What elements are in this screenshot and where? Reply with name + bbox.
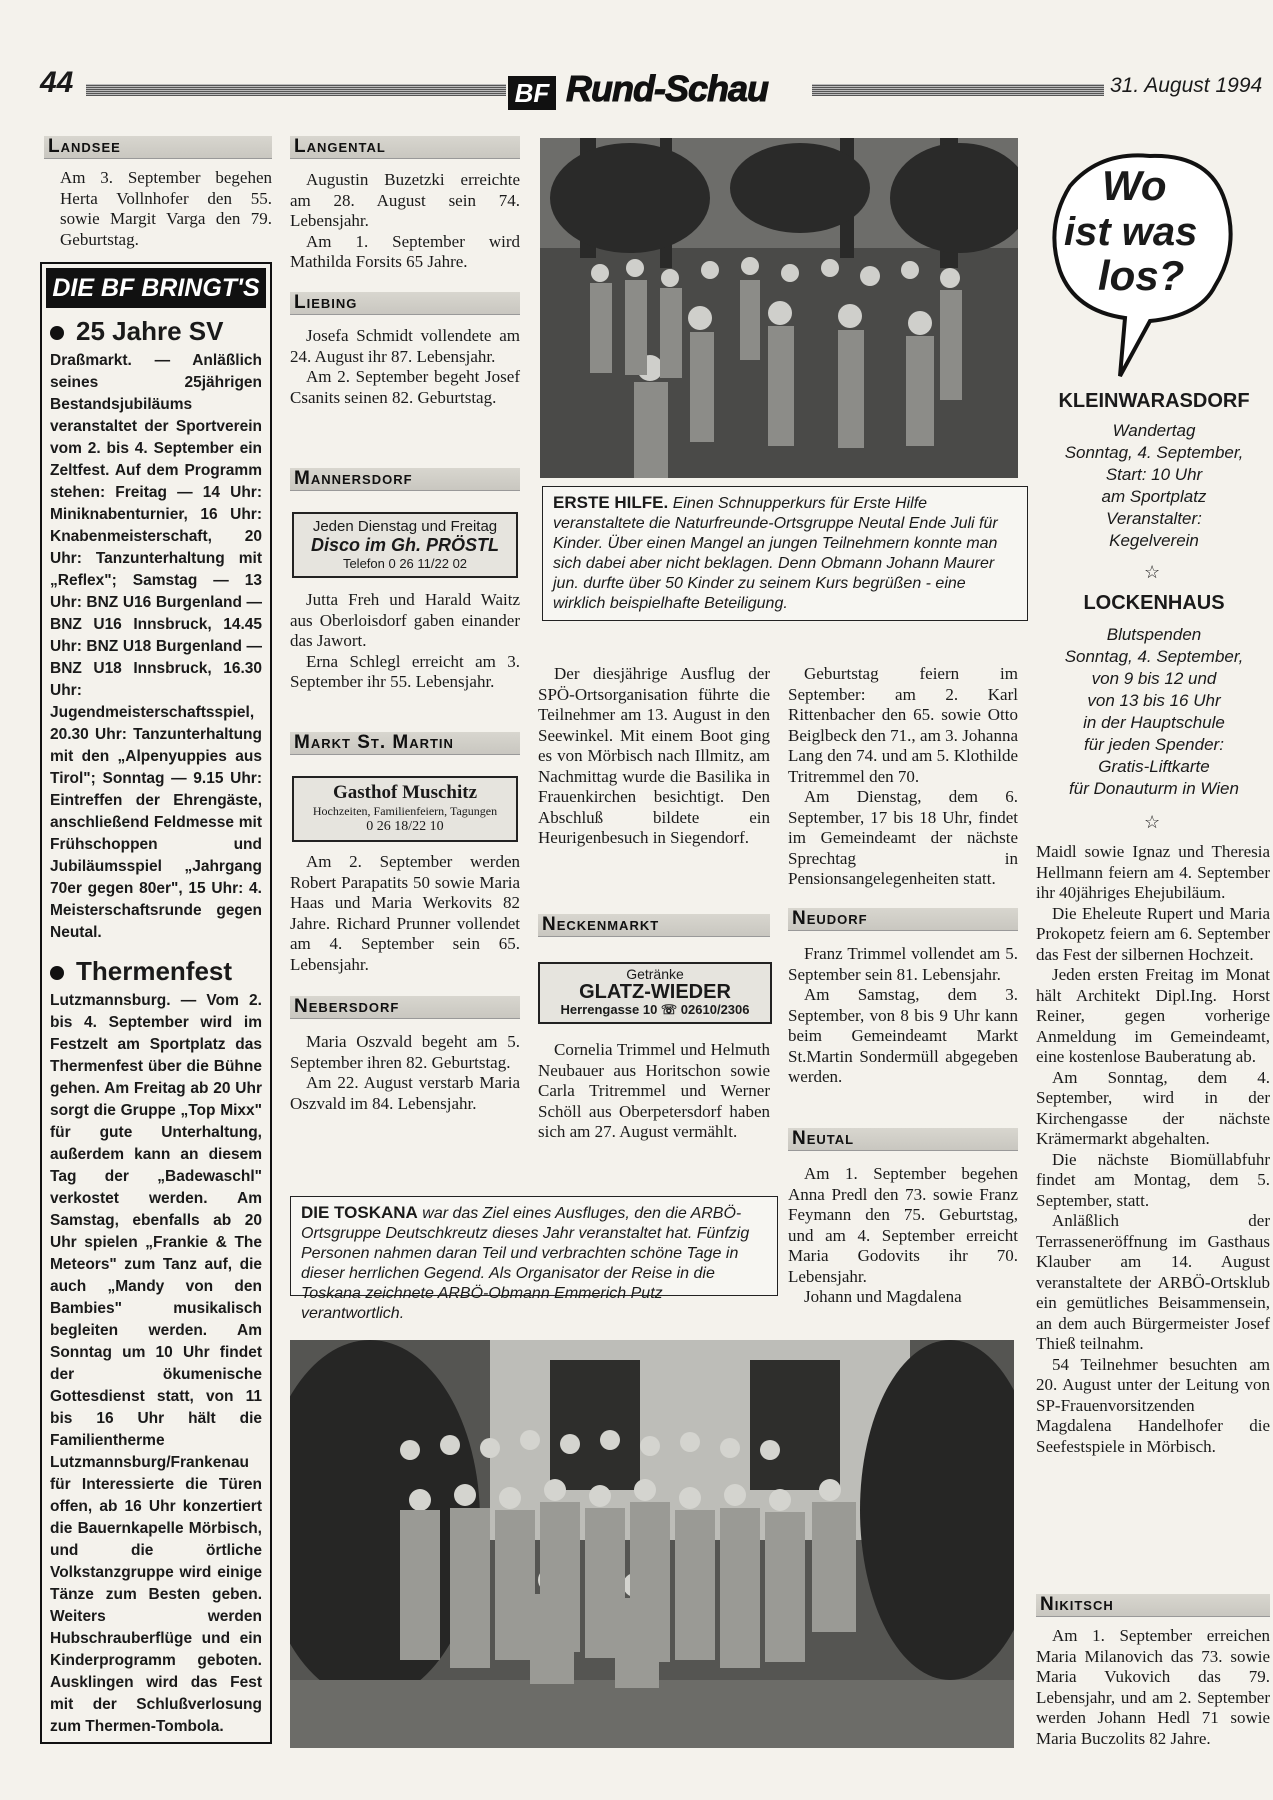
- ad-line: Telefon 0 26 11/22 02: [342, 556, 468, 571]
- page-number: 44: [40, 66, 74, 99]
- liebing-text: Josefa Schmidt vollendete am 24. August ihr 87. Lebensjahr. Am 2. September begeht Josef Csanits seinen 82. Geburtstag.: [290, 326, 520, 407]
- ad-line: Herrengasse 10 ☏ 02610/2306: [560, 1002, 750, 1017]
- bf-logo: BF: [508, 76, 556, 110]
- right-col-text: Maidl sowie Ignaz und Theresia Hellmann feiern am 4. September ihr 40jähriges Ehejubiläum. Die Eheleute Rupert und Maria Prokopetz feiern am 6. September das Fest der silbernen Hochzeit. Jeden ersten Freitag im Monat hält Architekt Dipl.Ing. Horst Reiner, gegen vorherige Anmeldung im Gemeindeamt, eine kostenlose Bauberatung ab. Am Sonntag, dem 4. September, wird in der Kirchengasse der nächste Krämermarkt abgehalten. Die nächste Biomüllabfuhr findet am Montag, dem 5. September, statt. Anläßlich der Terrasseneröffnung im Gasthaus Klauber am 14. August veranstaltete der ARBÖ-Ortsklub ein gemütliches Beisammensein, an dem auch Bürgermeister Josef Thieß teilnahm. 54 Teilnehmer besuchten am 20. August unter der Leitung von SP-Frauenvorsitzenden Magdalena Handelhofer die Seefestspiele in Mörbisch.: [1036, 842, 1270, 1456]
- neudorf-text: Franz Trimmel vollendet am 5. September sein 81. Lebensjahr. Am Samstag, dem 3. September, von 8 bis 9 Uhr kann beim Gemeindeamt Markt St.Martin Sondermüll abgegeben werden.: [788, 944, 1018, 1086]
- masthead-title: Rund-Schau: [566, 68, 768, 109]
- bubble-line: Wo: [1102, 162, 1167, 209]
- heading-landsee: Landsee: [44, 136, 272, 159]
- toskana-group-photo: [290, 1340, 1014, 1748]
- langental-text: Augustin Buzetzki erreichte am 28. August sein 74. Lebensjahr. Am 1. September wird Mathilda Forsits 65 Jahre.: [290, 170, 520, 271]
- ad-line: Jeden Dienstag und Freitag: [312, 518, 498, 535]
- event-line: in der Hauptschule: [1083, 713, 1225, 732]
- heading-neckenmarkt: Neckenmarkt: [538, 914, 770, 937]
- event-line: am Sportplatz: [1101, 487, 1207, 506]
- event-title-lockenhaus: LOCKENHAUS: [1083, 592, 1225, 614]
- heading-nikitsch: Nikitsch: [1036, 1594, 1270, 1617]
- star-icon: ☆: [1144, 562, 1161, 582]
- event-line: Sonntag, 4. September,: [1064, 647, 1244, 666]
- event-line: von 13 bis 16 Uhr: [1087, 691, 1221, 710]
- ad-gasthof-muschitz: [292, 776, 518, 842]
- spoe-ausflug-text: Der diesjährige Ausflug der SPÖ-Ortsorganisation führte die Teilnehmer am 13. August in den Seewinkel. Mit einem Boot ging es von Mörbisch nach Illmitz, am Nachmittag wurde die Basilika in Frauenkirchen besichtigt. Den Abschluß bildete ein Heurigenbesuch in Siegendorf.: [538, 664, 770, 847]
- heading-liebing: Liebing: [290, 292, 520, 315]
- event-line: Blutspenden: [1106, 625, 1202, 644]
- landsee-text: Am 3. September begehen Herta Vollnhofer den 55. sowie Margit Varga den 79. Geburtstag.: [60, 168, 272, 249]
- bubble-line: los?: [1098, 252, 1185, 299]
- event-line: Start: 10 Uhr: [1105, 465, 1203, 484]
- bf-item2-text: Lutzmannsburg. — Vom 2. bis 4. September wird im Festzelt am Sportplatz das Thermenfest über die Bühne gehen. Am Freitag ab 20 Uhr sorgt die Gruppe „Top Mixx" für gute Unterhaltung, außerdem kann an diesem Tag der „Badewaschl" verkostet werden. Am Samstag, ebenfalls ab 20 Uhr spielen „Frankie & The Meteors" zum Tanz auf, die auch „Mandy von den Bambies" musikalisch begleiten werden. Am Sonntag um 10 Uhr findet der ökumenische Gottesdienst statt, von 11 bis 16 Uhr hält die Familienthermе Lutzmannsburg/Frankenau für Interessierte die Türen offen, ab 16 Uhr konzertiert die Bauernkapelle Mörbisch, und die örtliche Volkstanzgruppe wird einige Tänze zum Besten geben. Weiters werden Hubschrauberflüge und ein Kinderprogramm geboten. Ausklingen wird das Fest mit der Schlußverlosung zum Thermen-Tombola.: [50, 992, 262, 1735]
- heading-nebersdorf: Nebersdorf: [290, 996, 520, 1019]
- bf-bringts-box: [40, 262, 272, 1744]
- speech-bubble-wo-ist-was-los: [1040, 146, 1240, 386]
- bullet-icon: [50, 966, 64, 980]
- header-rule-right: [812, 84, 1104, 96]
- header-rule-left: [86, 84, 506, 96]
- issue-date: 31. August 1994: [1110, 74, 1263, 97]
- caption-toskana: DIE TOSKANA war das Ziel eines Ausfluges, den die ARBÖ-Ortsgruppe Deutschkreutz dieses Jahr veranstaltet hat. Fünfzig Personen nahmen daran Teil und verbrachten schöne Tage in dieser herrlichen Gegend. Als Organisator der Reise in die Toskana zeichnete ARBÖ-Obmann Emmerich Putz verantwortlich.: [290, 1196, 778, 1296]
- mannersdorf-text: Jutta Freh und Harald Waitz aus Oberloisdorf gaben einander das Jawort. Erna Schlegl erreicht am 3. September ihr 55. Lebensjahr.: [290, 590, 520, 691]
- event-line: von 9 bis 12 und: [1091, 669, 1217, 688]
- ad-line: Getränke: [626, 966, 684, 982]
- heading-langental: Langental: [290, 136, 520, 159]
- event-line: Kegelverein: [1109, 531, 1199, 550]
- event-line: für Donauturm in Wien: [1069, 779, 1239, 798]
- photo-erste-hilfe: [540, 138, 1018, 478]
- nebersdorf-text: Maria Oszvald begeht am 5. September ihren 82. Geburtstag. Am 22. August verstarb Maria Oszvald im 84. Lebensjahr.: [290, 1032, 520, 1113]
- ad-line: 0 26 18/22 10: [366, 819, 444, 834]
- ad-line: Hochzeiten, Familienfeiern, Tagungen: [312, 804, 498, 818]
- event-line: Gratis-Liftkarte: [1098, 757, 1210, 776]
- event-lockenhaus: [1036, 624, 1272, 800]
- first-aid-kids-photo: [540, 138, 1018, 478]
- star-icon: ☆: [1144, 812, 1161, 832]
- event-line: Wandertag: [1112, 421, 1196, 440]
- event-kleinwarasdorf: [1036, 420, 1272, 552]
- ad-line: Disco im Gh. PRÖSTL: [310, 535, 500, 555]
- bf-item1-text: Draßmarkt. — Anläßlich seines 25jährigen Bestandsjubiläums veranstaltet der Sportverein vom 2. bis 4. September ein Zeltfest. Auf dem Programm stehen: Freitag — 14 Uhr: Miniknabenturnier, 16 Uhr: Knabenmeisterschaft, 20 Uhr: Tanzunterhaltung mit „Reflex"; Samstag — 13 Uhr: BNZ U16 Burgenland — BNZ U16 Innsbruck, 14.45 Uhr: BNZ U18 Burgenland — BNZ U18 Innsbruck, 16.30 Uhr: Jugendmeisterschaftsspiel, 20.30 Uhr: Tanzunterhaltung mit den „Alpenyuppies aus Tirol"; Sonntag — 9.15 Uhr: Eintreffen der Ehrengäste, anschließend Feldmesse mit Frühschoppen und Jubiläumsspiel „Jahrgang 70er gegen 80er", 15 Uhr: 4. Meisterschaftsrunde gegen Neutal.: [50, 352, 262, 941]
- ad-disco-proestl: [292, 512, 518, 578]
- bf-bringts-banner: DIE BF BRINGT'S: [46, 268, 266, 308]
- neutal-text: Am 1. September begehen Anna Predl den 73. sowie Franz Feymann den 75. Geburtstag, und am 4. September erreicht Maria Godovits ihr 70. Lebensjahr. Johann und Magdalena: [788, 1164, 1018, 1306]
- nikitsch-text: Am 1. September erreichen Maria Milanovich das 73. sowie Maria Vukovich das 79. Lebensjahr, und am 2. September werden Johann Hedl 71 sowie Maria Buczolits 82 Jahre.: [1036, 1626, 1270, 1748]
- heading-markt-st-martin: Markt St. Martin: [290, 732, 520, 755]
- event-title-kleinwarasdorf: KLEINWARASDORF: [1058, 390, 1250, 412]
- ad-line: GLATZ-WIEDER: [579, 981, 731, 1003]
- bullet-icon: [50, 326, 64, 340]
- ad-glatz-wieder: [538, 962, 772, 1024]
- neckenmarkt-text: Cornelia Trimmel und Helmuth Neubauer aus Horitschon sowie Carla Tritremmel und Werner Schöll aus Oberpetersdorf haben sich am 27. August vermählt.: [538, 1040, 770, 1141]
- markt-st-martin-text: Am 2. September werden Robert Parapatits 50 sowie Maria Haas und Maria Werkovits 82 Jahre. Richard Prunner vollendet am 4. September sein 65. Lebensjahr.: [290, 852, 520, 974]
- event-line: für jeden Spender:: [1084, 735, 1224, 754]
- photo-toskana: [290, 1340, 1014, 1748]
- bf-item1-title: 25 Jahre SV: [42, 314, 270, 348]
- caption-erste-hilfe: ERSTE HILFE. Einen Schnupperkurs für Erste Hilfe veranstaltete die Naturfreunde-Ortsgruppe Neutal Ende Juli für Kinder. Über einen Mangel an jungen Teilnehmern konnte man sich dabei aber nicht beklagen. Denn Obmann Johann Maurer jun. durfte über 50 Kinder zu seinem Kurs begrüßen - eine wirklich beispielhafte Beteiligung.: [542, 486, 1028, 621]
- heading-mannersdorf: Mannersdorf: [290, 468, 520, 491]
- ad-line: Gasthof Muschitz: [332, 782, 478, 803]
- bf-item2-title: Thermenfest: [42, 954, 270, 988]
- heading-neutal: Neutal: [788, 1128, 1018, 1151]
- col4-text: Geburtstag feiern im September: am 2. Karl Rittenbacher den 65. sowie Otto Beiglbeck den 71., am 3. Johanna Lang den 74. und am 5. Klothilde Tritremmel den 70. Am Dienstag, dem 6. September, 17 bis 18 Uhr, findet im Gemeindeamt der nächste Sprechtag in Pensionsangelegenheiten statt.: [788, 664, 1018, 888]
- event-line: Veranstalter:: [1106, 509, 1202, 528]
- heading-neudorf: Neudorf: [788, 908, 1018, 931]
- event-line: Sonntag, 4. September,: [1064, 443, 1244, 462]
- bubble-line: ist was: [1064, 210, 1198, 254]
